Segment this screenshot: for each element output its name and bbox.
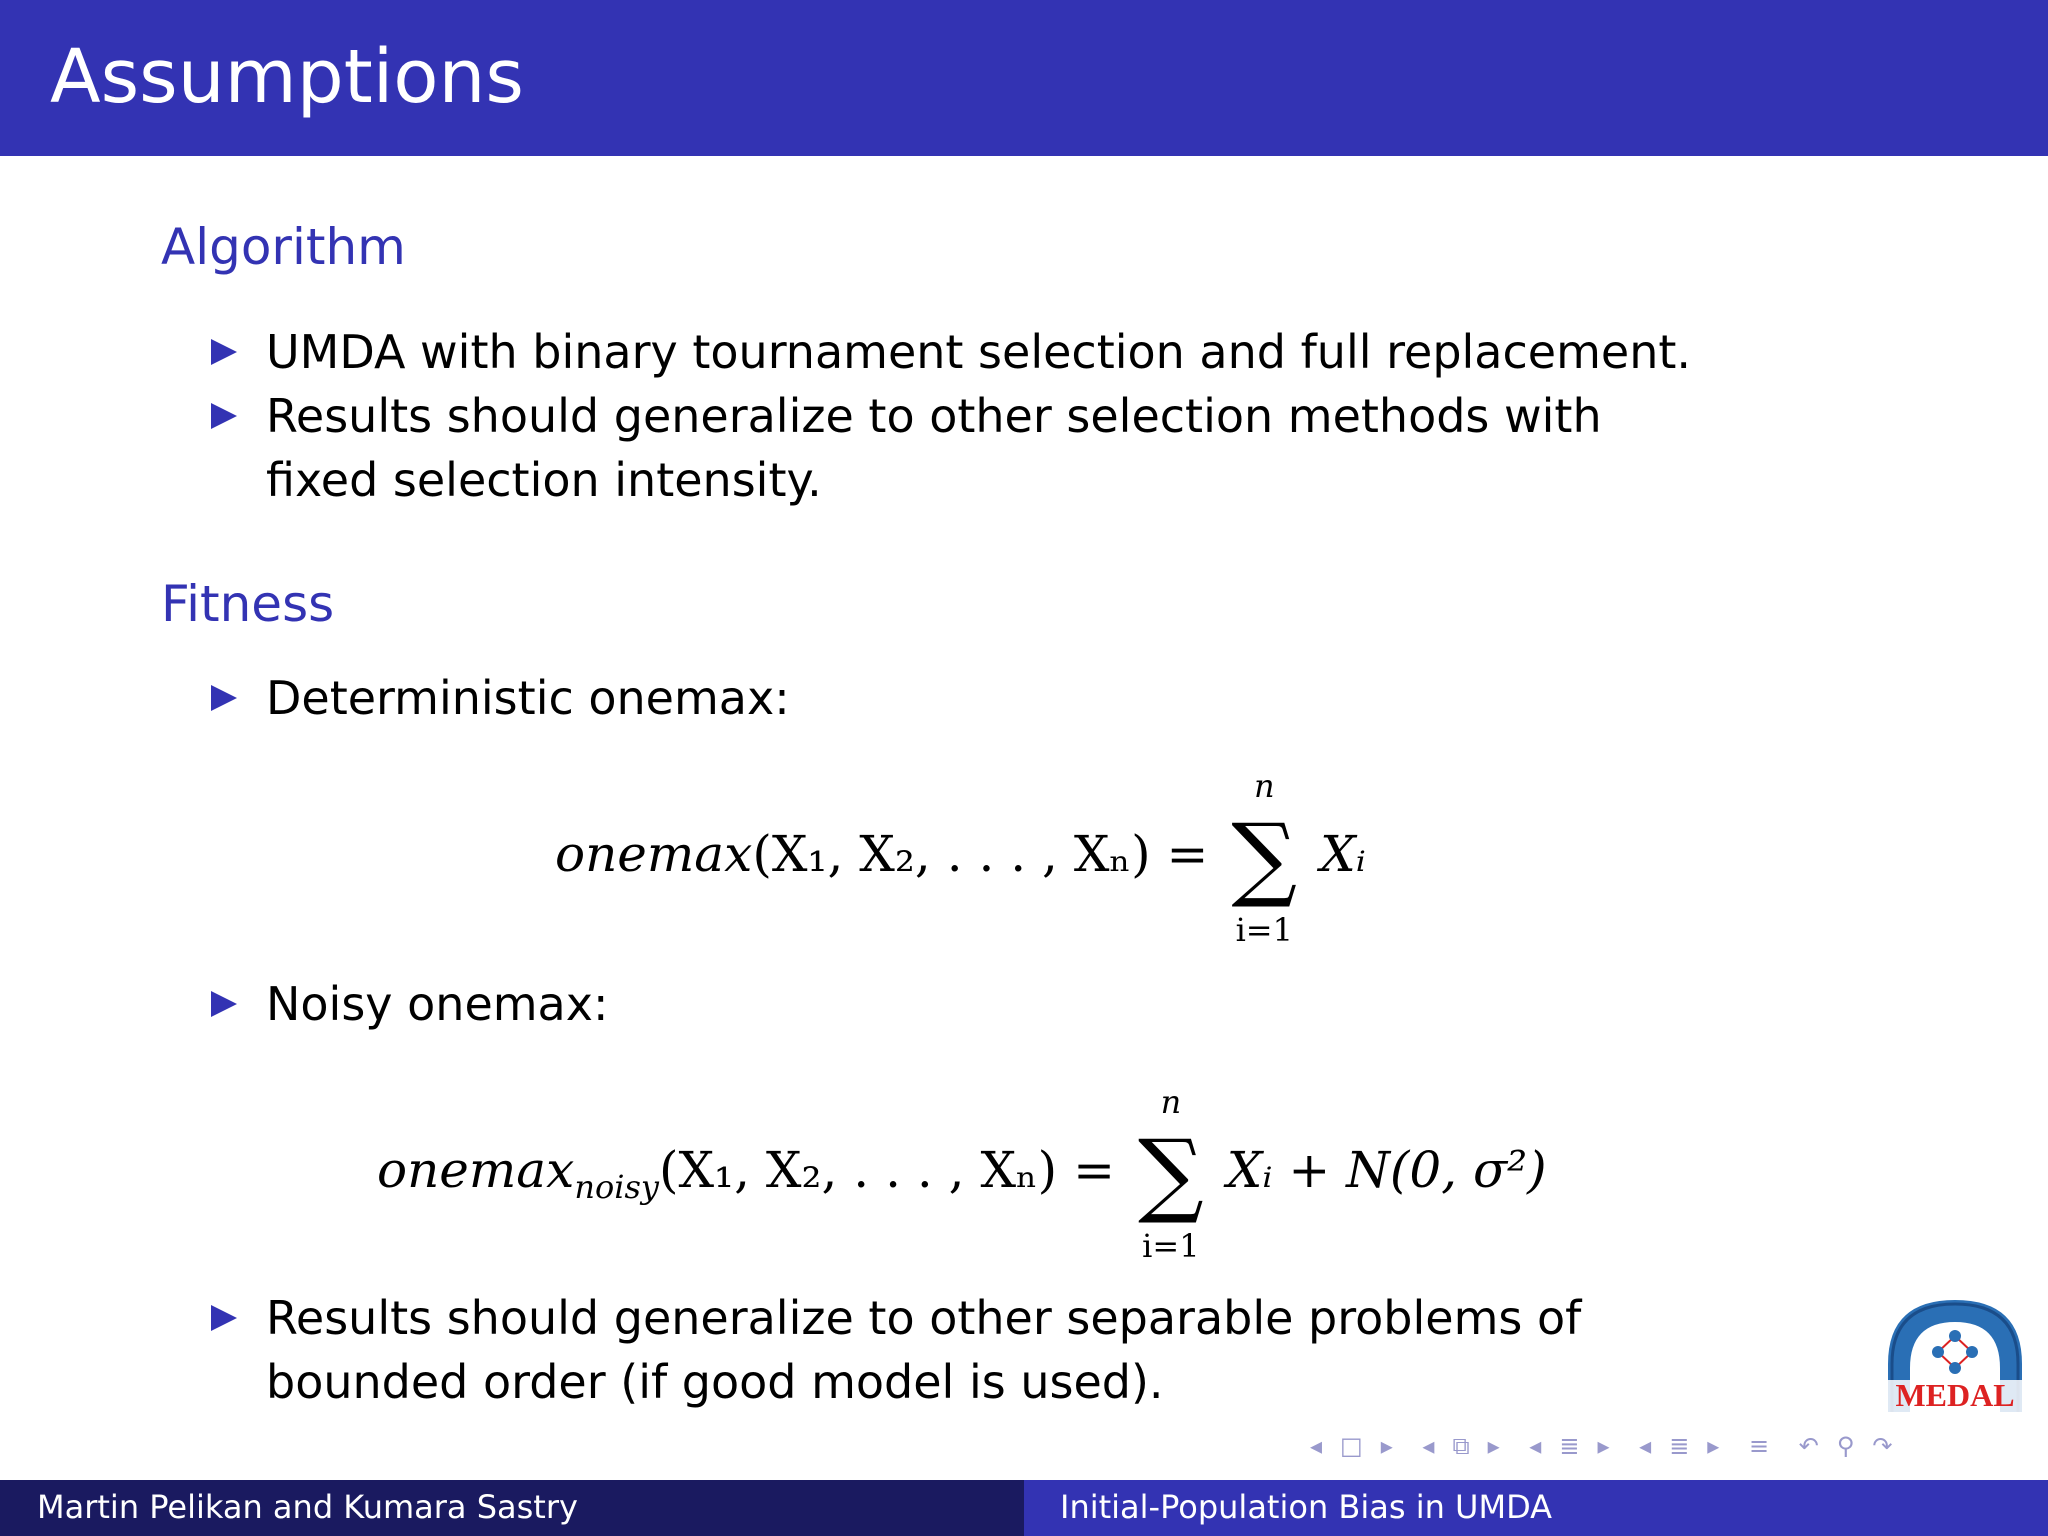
bullet-triangle-icon [211, 339, 237, 365]
footer-title: Initial-Population Bias in UMDA [1060, 1488, 1553, 1526]
sum-upper-limit: n [1253, 767, 1275, 805]
formula-function-name: onemax [555, 825, 753, 883]
footer-title-bar [1024, 1480, 2048, 1536]
toc-icon[interactable]: ≣ [1669, 1432, 1694, 1460]
bullet-triangle-icon [211, 403, 237, 429]
formula-rhs: Xᵢ + N(0, σ²) [1226, 1141, 1547, 1199]
formula-rhs: Xᵢ [1320, 825, 1366, 883]
prev-subsection-icon[interactable]: ◂ [1422, 1432, 1439, 1460]
next-subsection-icon[interactable]: ▸ [1487, 1432, 1504, 1460]
bullet-text-continued: fixed selection intensity. [266, 453, 822, 507]
onemax-formula [555, 767, 1366, 949]
slide-header [0, 0, 2048, 156]
formula-function-name: onemax [377, 1141, 575, 1199]
prev-frame-icon[interactable]: ◂ [1310, 1432, 1327, 1460]
noisy-onemax-formula [377, 1083, 1547, 1265]
redo-icon[interactable]: ↷ [1872, 1432, 1897, 1460]
bullet-text: UMDA with binary tournament selection and full replacement. [266, 325, 1692, 379]
bullet-text: Results should generalize to other selection methods with [266, 389, 1602, 443]
bullet-text: Results should generalize to other separable problems of [266, 1291, 1582, 1345]
appendix-icon[interactable]: ≡ [1748, 1432, 1774, 1460]
formula-subscript: noisy [574, 1168, 659, 1206]
sum-upper-limit: n [1160, 1083, 1182, 1121]
slide-title: Assumptions [50, 34, 524, 120]
bullet-text: Deterministic onemax: [266, 671, 790, 725]
bullet-triangle-icon [211, 991, 237, 1017]
bullet-text: Noisy onemax: [266, 977, 609, 1031]
logo-text: MEDAL [1895, 1377, 2015, 1413]
navigation-bar [1310, 1432, 1911, 1460]
footer-authors-bar [0, 1480, 1024, 1536]
bullet-text-continued: bounded order (if good model is used). [266, 1355, 1164, 1409]
sum-lower-limit: i=1 [1142, 1227, 1200, 1265]
bullet-triangle-icon [211, 685, 237, 711]
bullet-triangle-icon [211, 1305, 237, 1331]
next-frame-icon[interactable]: ▸ [1380, 1432, 1397, 1460]
formula-arguments: (X₁, X₂, . . . , Xₙ) = [752, 825, 1209, 883]
subsection-icon[interactable]: ⧉ [1452, 1432, 1474, 1460]
undo-icon[interactable]: ↶ [1798, 1432, 1823, 1460]
footer-authors: Martin Pelikan and Kumara Sastry [37, 1488, 578, 1526]
formula-arguments: (X₁, X₂, . . . , Xₙ) = [658, 1141, 1115, 1199]
section-heading-algorithm: Algorithm [161, 218, 406, 276]
section-heading-fitness: Fitness [161, 575, 335, 633]
next-toc-icon[interactable]: ▸ [1707, 1432, 1724, 1460]
summation-icon: n ∑ i=1 [1224, 812, 1304, 904]
sum-lower-limit: i=1 [1235, 911, 1293, 949]
next-section-icon[interactable]: ▸ [1597, 1432, 1614, 1460]
medal-logo [1880, 1294, 2030, 1416]
prev-section-icon[interactable]: ◂ [1529, 1432, 1546, 1460]
summation-icon: n ∑ i=1 [1131, 1128, 1211, 1220]
prev-toc-icon[interactable]: ◂ [1639, 1432, 1656, 1460]
search-icon[interactable]: ⚲ [1836, 1432, 1859, 1460]
section-icon[interactable]: ≣ [1559, 1432, 1584, 1460]
frame-icon[interactable]: □ [1340, 1432, 1367, 1460]
